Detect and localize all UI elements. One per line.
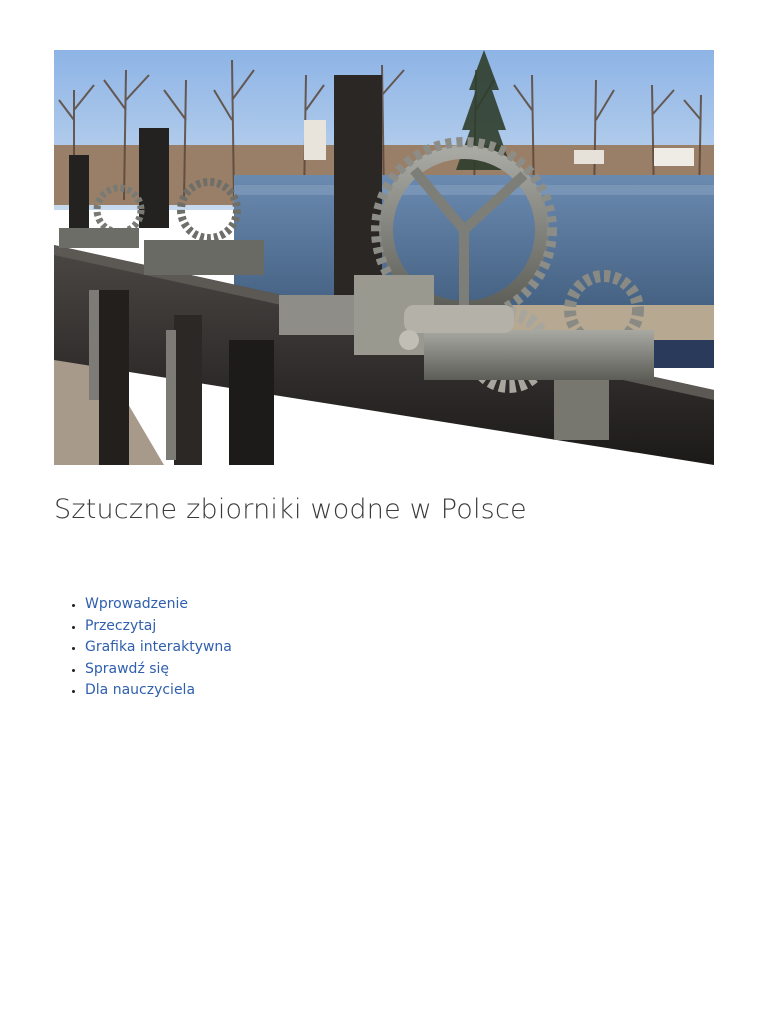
hero-image <box>54 50 714 465</box>
page-title: Sztuczne zbiorniki wodne w Polsce <box>54 494 527 525</box>
toc-link-grafika-interaktywna[interactable]: Grafika interaktywna <box>85 639 232 656</box>
toc-item-przeczytaj <box>85 616 232 638</box>
sluice-gate-gears-photo <box>54 50 714 465</box>
toc-link-dla-nauczyciela[interactable]: Dla nauczyciela <box>85 682 196 699</box>
toc-link-przeczytaj[interactable]: Przeczytaj <box>85 617 157 634</box>
toc-link-sprawdz-sie[interactable]: Sprawdź się <box>85 660 170 677</box>
toc-link-wprowadzenie[interactable]: Wprowadzenie <box>85 596 188 612</box>
toc-item-wprowadzenie <box>85 594 232 616</box>
toc-item-sprawdz-sie <box>85 659 232 681</box>
toc-item-dla-nauczyciela <box>85 680 232 702</box>
table-of-contents <box>54 594 232 702</box>
toc-item-grafika-interaktywna <box>85 637 232 659</box>
